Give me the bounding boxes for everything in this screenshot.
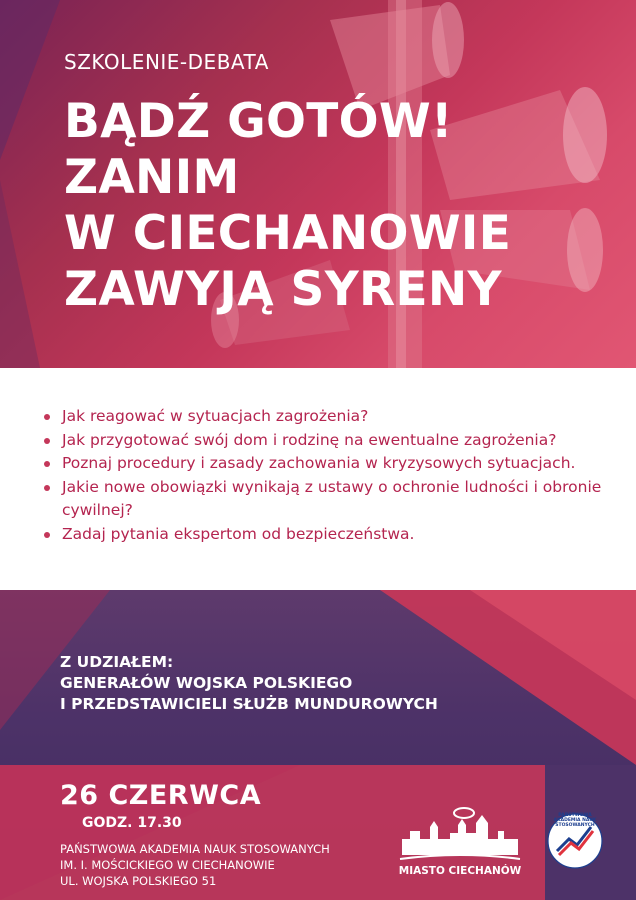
questions-list	[40, 405, 620, 546]
list-item: Poznaj procedury i zasady zachowania w kryzysowych sytuacjach.	[40, 452, 620, 476]
guests-line: GENERAŁÓW WOJSKA POLSKIEGO	[60, 674, 353, 692]
list-item: Jak przygotować swój dom i rodzinę na ewentualne zagrożenia?	[40, 429, 620, 453]
headline-line: W CIECHANOWIE	[64, 206, 512, 261]
headline-line: ZAWYJĄ SYRENY	[64, 262, 502, 317]
city-logo	[398, 803, 522, 883]
list-item: Jakie nowe obowiązki wynikają z ustawy o ochronie ludności i obronie cywilnej?	[40, 476, 620, 523]
event-type-label: SZKOLENIE-DEBATA	[64, 50, 269, 74]
event-venue	[60, 841, 330, 889]
hero-section	[0, 0, 636, 368]
city-skyline-icon	[398, 803, 522, 865]
academy-logo	[547, 813, 603, 869]
list-item: Jak reagować w sytuacjach zagrożenia?	[40, 405, 620, 429]
guests-line: I PRZEDSTAWICIELI SŁUŻB MUNDUROWYCH	[60, 695, 438, 713]
venue-line: PAŃSTWOWA AKADEMIA NAUK STOSOWANYCH	[60, 842, 330, 856]
academy-logo-name: PAŃSTWOWA AKADEMIA NAUK STOSOWANYCH	[553, 813, 597, 828]
guests-heading: Z UDZIAŁEM:	[60, 653, 174, 671]
venue-line: IM. I. MOŚCICKIEGO W CIECHANOWIE	[60, 858, 275, 872]
list-item: Zadaj pytania ekspertom od bezpieczeństwa.	[40, 523, 620, 547]
venue-line: UL. WOJSKA POLSKIEGO 51	[60, 874, 217, 888]
guests-block	[60, 652, 438, 715]
city-logo-name: MIASTO CIECHANÓW	[398, 865, 522, 877]
poster-headline	[64, 94, 511, 318]
event-date: 26 CZERWCA	[60, 780, 262, 811]
event-time: GODZ. 17.30	[82, 815, 182, 831]
headline-line: BĄDŹ GOTÓW!	[64, 94, 453, 149]
details-section	[0, 590, 636, 900]
questions-section	[0, 368, 636, 590]
headline-line: ZANIM	[64, 150, 240, 205]
